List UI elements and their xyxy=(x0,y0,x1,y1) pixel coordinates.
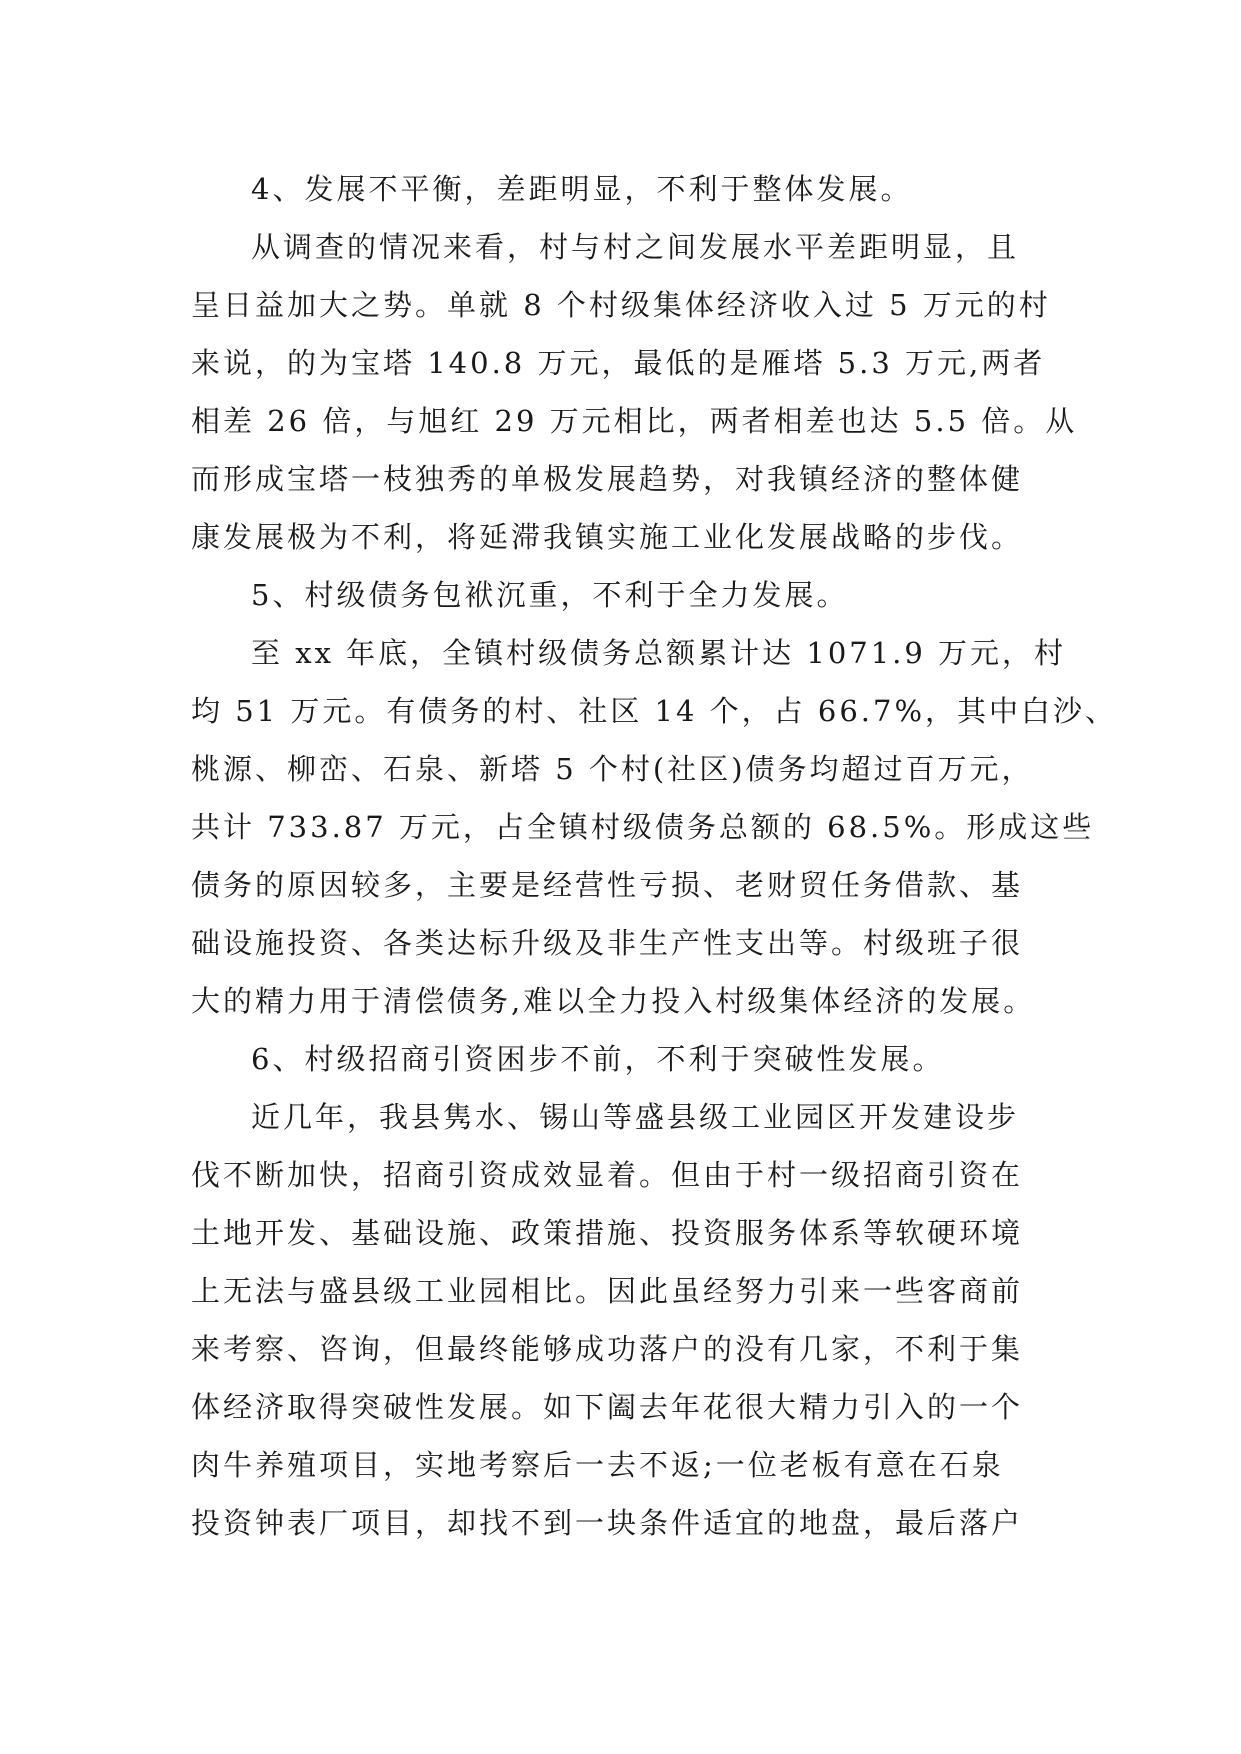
paragraph-line: 来说，的为宝塔 140.8 万元，最低的是雁塔 5.3 万元,两者 xyxy=(191,346,1046,380)
paragraph-line: 础设施投资、各类达标升级及非生产性支出等。村级班子很 xyxy=(191,926,1024,960)
paragraph-line: 上无法与盛县级工业园相比。因此虽经努力引来一些客商前 xyxy=(191,1274,1024,1308)
paragraph-line: 肉牛养殖项目，实地考察后一去不返;一位老板有意在石泉 xyxy=(191,1448,1004,1482)
paragraph-line: 投资钟表厂项目，却找不到一块条件适宜的地盘，最后落户 xyxy=(191,1506,1024,1540)
section-heading-4: 4、发展不平衡，差距明显，不利于整体发展。 xyxy=(251,172,913,206)
paragraph-line: 均 51 万元。有债务的村、社区 14 个，占 66.7%，其中白沙、 xyxy=(191,694,1118,728)
paragraph-line: 大的精力用于清偿债务,难以全力投入村级集体经济的发展。 xyxy=(191,984,1036,1018)
paragraph-line: 近几年，我县隽水、锡山等盛县级工业园区开发建设步 xyxy=(251,1100,1020,1134)
paragraph-line: 康发展极为不利，将延滞我镇实施工业化发展战略的步伐。 xyxy=(191,520,1024,554)
paragraph-line: 土地开发、基础设施、政策措施、投资服务体系等软硬环境 xyxy=(191,1216,1024,1250)
paragraph-line: 至 xx 年底，全镇村级债务总额累计达 1071.9 万元，村 xyxy=(251,636,1067,670)
paragraph-line: 而形成宝塔一枝独秀的单极发展趋势，对我镇经济的整体健 xyxy=(191,462,1024,496)
section-heading-6: 6、村级招商引资困步不前，不利于突破性发展。 xyxy=(251,1042,945,1076)
paragraph-line: 从调查的情况来看，村与村之间发展水平差距明显，且 xyxy=(251,230,1020,264)
paragraph-line: 呈日益加大之势。单就 8 个村级集体经济收入过 5 万元的村 xyxy=(191,288,1051,322)
section-heading-5: 5、村级债务包袱沉重，不利于全力发展。 xyxy=(251,578,849,612)
paragraph-line: 体经济取得突破性发展。如下阖去年花很大精力引入的一个 xyxy=(191,1390,1024,1424)
paragraph-line: 来考察、咨询，但最终能够成功落户的没有几家，不利于集 xyxy=(191,1332,1024,1366)
paragraph-line: 共计 733.87 万元，占全镇村级债务总额的 68.5%。形成这些 xyxy=(191,810,1095,844)
document-body xyxy=(191,160,1118,1552)
paragraph-line: 相差 26 倍，与旭红 29 万元相比，两者相差也达 5.5 倍。从 xyxy=(191,404,1078,438)
paragraph-line: 伐不断加快，招商引资成效显着。但由于村一级招商引资在 xyxy=(191,1158,1024,1192)
paragraph-line: 债务的原因较多，主要是经营性亏损、老财贸任务借款、基 xyxy=(191,868,1024,902)
paragraph-line: 桃源、柳峦、石泉、新塔 5 个村(社区)债务均超过百万元， xyxy=(191,752,1034,786)
